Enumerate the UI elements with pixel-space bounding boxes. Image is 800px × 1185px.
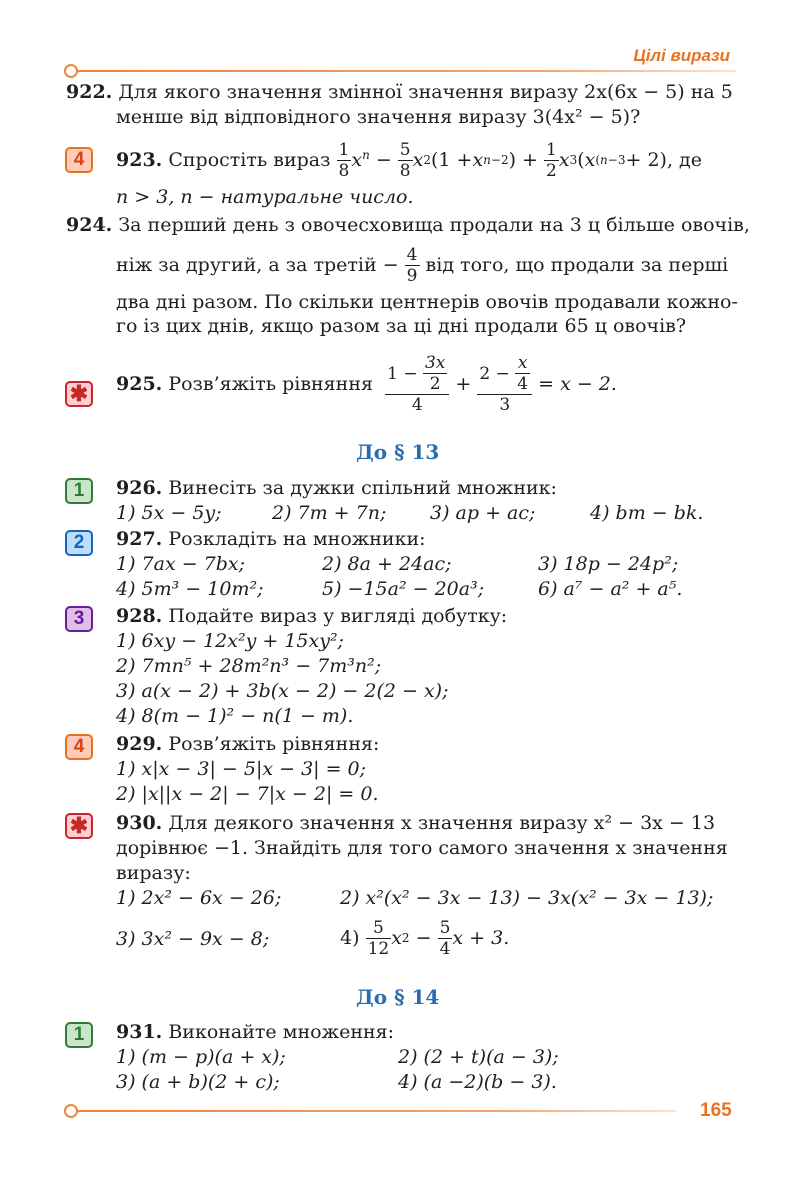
- problem-928: [116, 604, 507, 629]
- problem-text: Подайте вираз у вигляді добутку:: [168, 605, 508, 627]
- running-header: Цілі вирази: [633, 46, 730, 65]
- problem-931-item: 3) (a + b)(2 + c);: [116, 1071, 280, 1093]
- problem-number: 923.: [116, 148, 163, 171]
- problem-931-item: 2) (2 + t)(a − 3);: [398, 1046, 559, 1068]
- problem-927-item: 6) a⁷ − a² + a⁵.: [538, 578, 683, 600]
- problem-929-item: 1) x|x − 3| − 5|x − 3| = 0;: [116, 758, 367, 780]
- problem-924-line3: два дні разом. По скільки центнерів овочів продавали кожно-: [116, 291, 738, 313]
- problem-text: Розкладіть на множники:: [168, 528, 426, 550]
- problem-text: За перший день з овочесховища продали на 3 ц більше овочів,: [118, 214, 750, 236]
- problem-number: 929.: [116, 733, 163, 755]
- problem-923: [116, 139, 702, 181]
- equation-925: 1 − $\frac{3x}{2}$ 4 + 2 − $\frac{x}{4}$ 3 = x − 2.: [387, 353, 617, 415]
- item-label: 4): [340, 926, 360, 949]
- problem-number: 928.: [116, 605, 163, 627]
- difficulty-badge-4: 4: [65, 734, 93, 760]
- problem-number: 922.: [66, 81, 113, 103]
- problem-927-item: 5) −15a² − 20a³;: [322, 578, 485, 600]
- problem-922-line2: менше від відповідного значення виразу 3(4x² − 5)?: [116, 106, 641, 128]
- problem-number: 924.: [66, 214, 113, 236]
- problem-930-item: 2) x²(x² − 3x − 13) − 3x(x² − 3x − 13);: [340, 887, 714, 909]
- problem-929: [116, 732, 379, 757]
- problem-927-item: 1) 7ax − 7bx;: [116, 553, 246, 575]
- problem-926-item: 1) 5x − 5y;: [116, 502, 222, 524]
- problem-923-line2: n > 3, n − натуральне число.: [116, 186, 414, 208]
- problem-926-item: 3) ap + ac;: [430, 502, 536, 524]
- difficulty-badge-4: 4: [65, 147, 93, 173]
- problem-928-item: 3) a(x − 2) + 3b(x − 2) − 2(2 − x);: [116, 680, 449, 702]
- problem-930-item: 1) 2x² − 6x − 26;: [116, 887, 282, 909]
- fraction-numerator: 4: [406, 244, 418, 265]
- footer-rule: [76, 1110, 676, 1112]
- section-heading-14: До § 14: [356, 985, 440, 1009]
- difficulty-badge-3: 3: [65, 606, 93, 632]
- problem-928-item: 4) 8(m − 1)² − n(1 − m).: [116, 705, 354, 727]
- problem-931: [116, 1020, 394, 1045]
- problem-number: 931.: [116, 1021, 163, 1043]
- problem-930-line3: виразу:: [116, 862, 191, 884]
- problem-text-end: де: [679, 148, 702, 171]
- problem-924: [66, 213, 750, 238]
- problem-924-line4: го із цих днів, якщо разом за ці дні продали 65 ц овочів?: [116, 315, 687, 337]
- problem-926: [116, 476, 557, 501]
- problem-924-line2: [116, 243, 728, 287]
- challenge-star-icon: ✱: [65, 813, 93, 839]
- problem-928-item: 1) 6xy − 12x²y + 15xy²;: [116, 630, 344, 652]
- problem-922: [66, 80, 733, 105]
- problem-927-item: 3) 18p − 24p²;: [538, 553, 679, 575]
- problem-text: Для деякого значення x значення виразу x² − 3x − 13: [168, 812, 716, 834]
- problem-text: Для якого значення змінної значення виразу 2x(6x − 5) на 5: [118, 81, 733, 103]
- problem-931-item: 4) (a −2)(b − 3).: [398, 1071, 557, 1093]
- problem-text: Спростіть вираз: [168, 148, 331, 171]
- problem-929-item: 2) |x||x − 2| − 7|x − 2| = 0.: [116, 783, 379, 805]
- fraction-denominator: 9: [406, 265, 418, 286]
- problem-text: від того, що продали за перші: [425, 253, 729, 276]
- expression-923: $\frac{1}{8}$ $x^n$ − $\frac{5}{8}$ x 2 (1 + x n−2 ) + $\frac{1}{2}$ x 3 ( x (n−3 + 2),: [338, 139, 673, 181]
- challenge-star-icon: ✱: [65, 381, 93, 407]
- equation-rhs: = x − 2.: [538, 372, 617, 395]
- problem-number: 925.: [116, 372, 163, 395]
- problem-930-item-4: 4) $\frac{5}{12}$ x 2 − $\frac{5}{4}$ x + 3.: [340, 917, 510, 959]
- problem-number: 927.: [116, 528, 163, 550]
- problem-927: [116, 527, 426, 552]
- problem-927-item: 2) 8a + 24ac;: [322, 553, 452, 575]
- problem-text: Винесіть за дужки спільний множник:: [168, 477, 557, 499]
- problem-926-item: 2) 7m + 7n;: [272, 502, 387, 524]
- item-tail: x + 3.: [452, 926, 510, 949]
- difficulty-badge-1: 1: [65, 478, 93, 504]
- problem-text: Розв’яжіть рівняння:: [168, 733, 380, 755]
- problem-930: [116, 811, 715, 836]
- problem-925: [116, 344, 617, 424]
- problem-927-item: 4) 5m³ − 10m²;: [116, 578, 264, 600]
- problem-number: 930.: [116, 812, 163, 834]
- section-heading-13: До § 13: [356, 440, 440, 464]
- header-rule: [76, 70, 736, 72]
- fraction-4-9: [405, 245, 420, 286]
- problem-text: ніж за другий, а за третій −: [116, 253, 399, 276]
- problem-930-line2: дорівнює −1. Знайдіть для того самого значення x значення: [116, 837, 728, 859]
- difficulty-badge-1: 1: [65, 1022, 93, 1048]
- problem-930-item: 3) 3x² − 9x − 8;: [116, 928, 270, 950]
- problem-931-item: 1) (m − p)(a + x);: [116, 1046, 286, 1068]
- page-number: 165: [700, 1100, 732, 1121]
- problem-text: Виконайте множення:: [168, 1021, 395, 1043]
- difficulty-badge-2: 2: [65, 530, 93, 556]
- problem-928-item: 2) 7mn⁵ + 28m²n³ − 7m³n²;: [116, 655, 382, 677]
- problem-number: 926.: [116, 477, 163, 499]
- problem-text: Розв’яжіть рівняння: [168, 372, 373, 395]
- problem-926-item: 4) bm − bk.: [590, 502, 704, 524]
